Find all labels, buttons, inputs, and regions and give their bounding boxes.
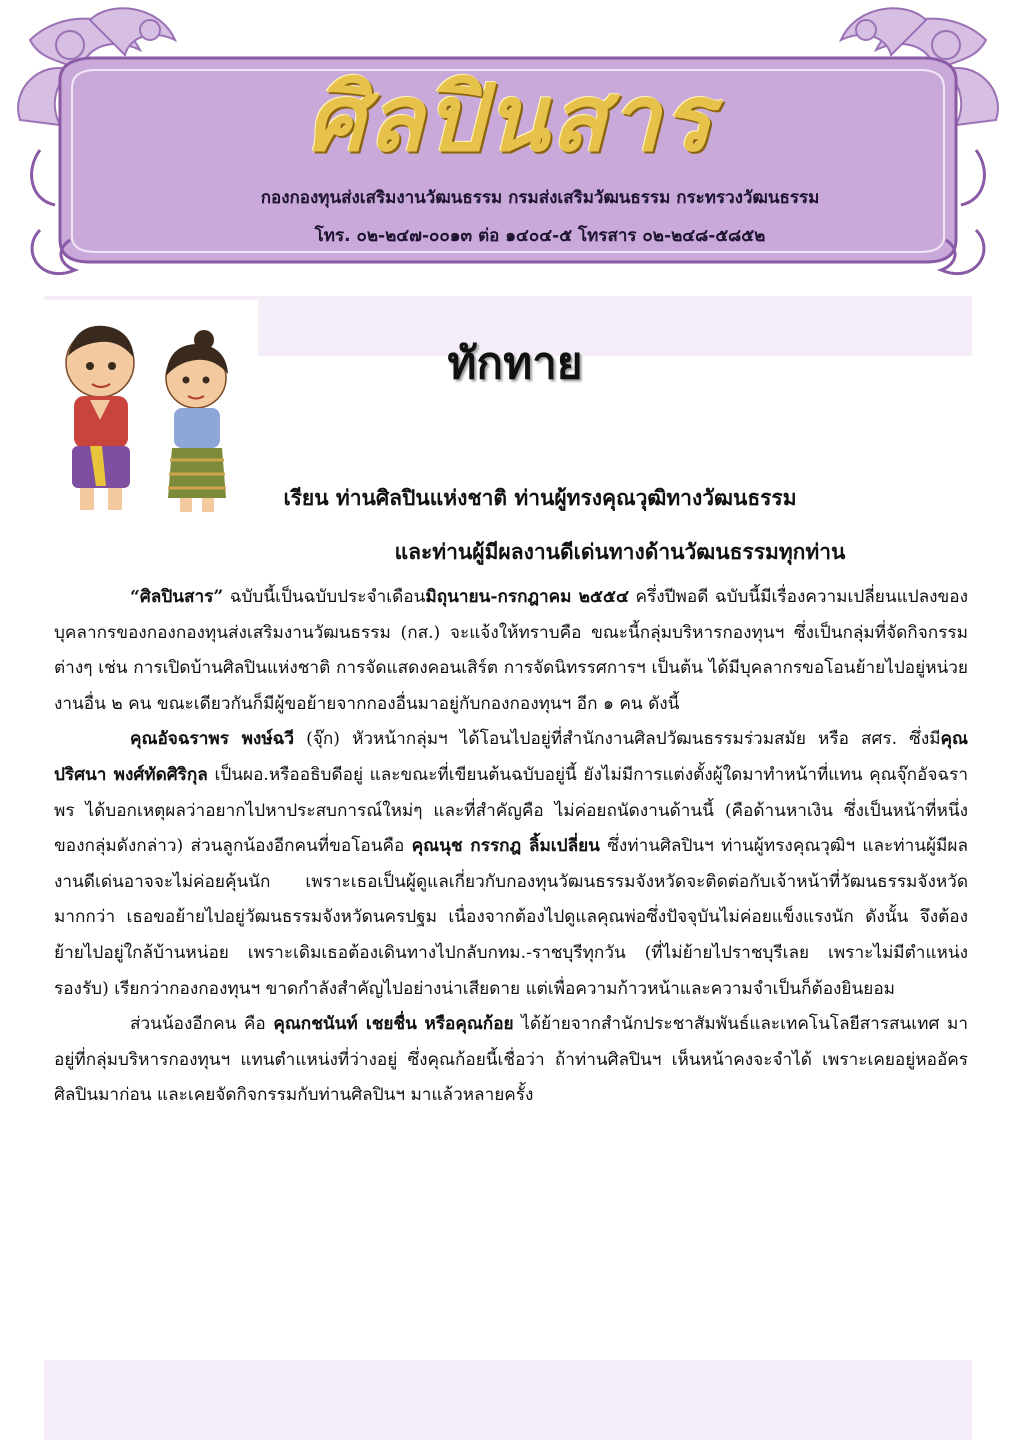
bold-term: คุณนุช กรรกฎ ลิ้มเปลี่ยน xyxy=(411,836,600,857)
organization-line: กองกองทุนส่งเสริมงานวัฒนธรรม กรมส่งเสริมวัฒนธรรม กระทรวงวัฒนธรรม xyxy=(260,188,820,208)
salutation-line-1: เรียน ท่านศิลปินแห่งชาติ ท่านผู้ทรงคุณวุฒิทางวัฒนธรรม xyxy=(283,485,797,510)
salutation-line-2: และท่านผู้มีผลงานดีเด่นทางด้านวัฒนธรรมทุกท่าน xyxy=(394,539,846,564)
text-run: ได้ย้ายจากสำนักประชาสัมพันธ์และเทคโนโลยีสารสนเทศ มาอยู่ที่กลุ่มบริหารกองทุนฯ แทนตำแหน่งที่ว่างอยู่ ซึ่งคุณก้อยนี้เชื่อว่า ถ้าท่านศิลปินฯ เห็นหน้าคงจะจำได้ เพราะเคยอยู่หออัครศิลปินมาก่อน และเคยจัดกิจกรรมกับท่านศิลปินฯ มาแล้วหลายครั้ง xyxy=(54,1014,968,1106)
text-run: ซึ่งท่านศิลปินฯ ท่านผู้ทรงคุณวุฒิฯ และท่านผู้มีผลงานดีเด่นอาจจะไม่ค่อยคุ้นนัก เพราะเธอเป็นผู้ดูแลเกี่ยวกับกองทุนวัฒนธรรมจังหวัดจะติดต่อกับเจ้าหน้าที่วัฒนธรรมจังหวัดมากกว่า เธอขอย้ายไปอยู่วัฒนธรรมจังหวัดนครปฐม เนื่องจากต้องไปดูแลคุณพ่อซึ่งปัจจุบันไม่ค่อยแข็งแรงนัก ดังนั้น จึงต้องย้ายไปอยู่ใกล้บ้านหน่อย เพราะเดิมเธอต้องเดินทางไปกลับกทม.-ราชบุรีทุกวัน (ที่ไม่ย้ายไปราชบุรีเลย เพราะไม่มีตำแหน่งรองรับ) เรียกว่ากองกองทุนฯ ขาดกำลังสำคัญไปอย่างน่าเสียดาย แต่เพื่อความก้าวหน้าและความจำเป็นก็ต้องยินยอม xyxy=(54,836,968,999)
bold-term: มิถุนายน-กรกฎาคม ๒๕๕๔ xyxy=(425,587,629,607)
paragraph-1 xyxy=(54,580,968,722)
boy-figure xyxy=(66,326,134,510)
bold-term: คุณอัจฉราพร พงษ์ฉวี xyxy=(130,729,295,750)
paragraph-2 xyxy=(54,722,968,1007)
text-run: ฉบับนี้เป็นฉบับประจำเดือน xyxy=(223,587,426,607)
bold-term: หรือคุณก้อย xyxy=(424,1014,514,1035)
article-body xyxy=(54,580,968,1114)
text-run: ส่วนน้องอีกคน คือ xyxy=(130,1014,274,1035)
masthead-title: ศิลปินสาร xyxy=(306,64,714,172)
tint-strip xyxy=(44,296,258,300)
contact-line: โทร. ๐๒-๒๔๗-๐๐๑๓ ต่อ ๑๔๐๔-๕ โทรสาร ๐๒-๒๔๘-๕๘๕๒ xyxy=(314,226,766,246)
masthead-banner xyxy=(0,0,1016,290)
bold-term: คุณกชนันท์ เชยชื่น xyxy=(273,1014,417,1035)
bold-term: คุณปริศนา พงศ์ทัดศิริกุล xyxy=(54,729,968,785)
bold-term: “ศิลปินสาร” xyxy=(130,587,224,607)
text-run: เป็นผอ.หรืออธิบดีอยู่ และขณะที่เขียนต้นฉบับอยู่นี้ ยังไม่มีการแต่งตั้งผู้ใดมาทำหน้าที่แทน คุณจุ๊กอัจฉราพร ได้บอกเหตุผลว่าอยากไปหาประสบการณ์ใหม่ๆ และที่สำคัญคือ ไม่ค่อยถนัดงานด้านนี้ (คือด้านหาเงิน ซึ่งเป็นหน้าที่หนึ่งของกลุ่มดังกล่าว) ส่วนลูกน้องอีกคนที่ขอโอนคือ xyxy=(54,764,969,857)
bottom-tint-panel xyxy=(44,1360,972,1440)
text-run: (จุ๊ก) หัวหน้ากลุ่มฯ ได้โอนไปอยู่ที่สำนักงานศิลปวัฒนธรรมร่วมสมัย หรือ สศร. ซึ่งมี xyxy=(294,729,941,750)
text-run: ครึ่งปีพอดี ฉบับนี้มีเรื่องความเปลี่ยนแปลงของบุคลากรของกองกองทุนส่งเสริมงานวัฒนธรรม (กส.) จะแจ้งให้ทราบคือ ขณะนี้กลุ่มบริหารกองทุนฯ ซึ่งเป็นกลุ่มที่จัดกิจกรรมต่างๆ เช่น การเปิดบ้านศิลปินแห่งชาติ การจัดแสดงคอนเสิร์ต การจัดนิทรรศการฯ เป็นต้น ได้มีบุคลากรขอโอนย้ายไปอยู่หน่วยงานอื่น ๒ คน ขณะเดียวกันก็มีผู้ขอย้ายจากกองอื่นมาอยู่กับกองกองทุนฯ อีก ๑ คน ดังนี้ xyxy=(54,587,968,714)
paragraph-3 xyxy=(54,1007,968,1114)
section-heading: ทักทาย xyxy=(447,338,583,389)
